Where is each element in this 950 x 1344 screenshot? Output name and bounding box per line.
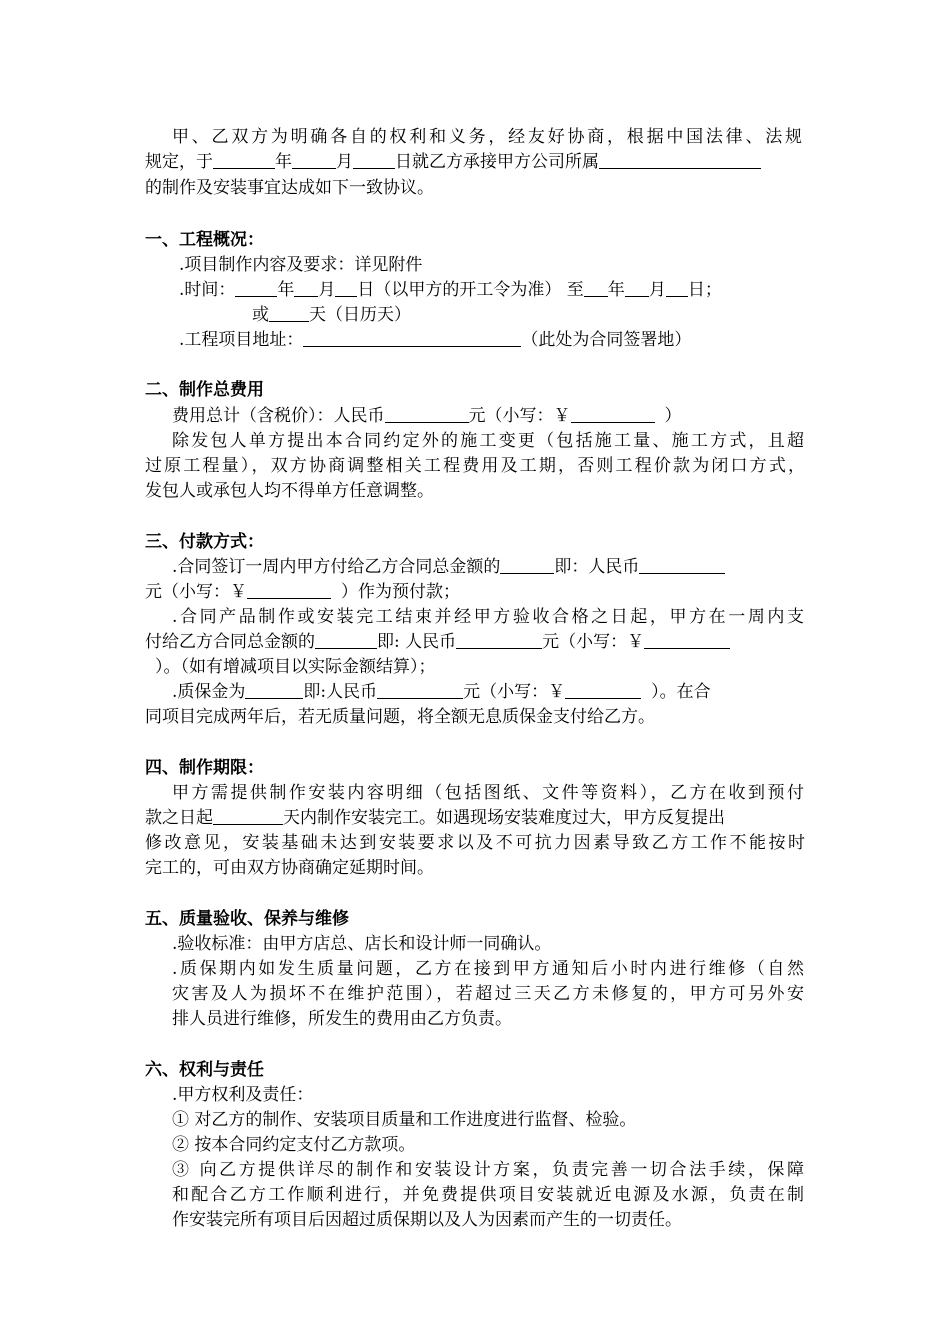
blank-total-figures[interactable] bbox=[571, 404, 655, 423]
blank-start-year[interactable] bbox=[235, 278, 277, 297]
blank-end-month[interactable] bbox=[625, 278, 649, 297]
s5-line-2: .质保期内如发生质量问题，乙方在接到甲方通知后小时内进行维修（自然 bbox=[172, 959, 807, 979]
s4-line-4: 完工的，可由双方协商确定延期时间。 bbox=[145, 858, 434, 878]
s6-line-3: ② 按本合同约定支付乙方款项。 bbox=[172, 1135, 416, 1155]
s4-line-2: 款之日起 天内制作安装完工。如遇现场安装难度过大，甲方反复提出 bbox=[145, 808, 725, 828]
s6-line-2: ① 对乙方的制作、安装项目质量和工作进度进行监督、检验。 bbox=[172, 1110, 637, 1130]
s3-line-7: 同项目完成两年后，若无质量问题，将全额无息质保金支付给乙方。 bbox=[145, 707, 655, 727]
blank-retention-figures[interactable] bbox=[565, 680, 641, 699]
s4-line-3: 修改意见，安装基础未达到安装要求以及不可抗力因素导致乙方工作不能按时 bbox=[145, 833, 808, 853]
s1-item-3: 或 天（日历天） bbox=[252, 305, 411, 325]
blank-final-rmb[interactable] bbox=[456, 630, 542, 649]
blank-company-property[interactable] bbox=[599, 150, 761, 169]
s5-line-1: .验收标准：由甲方店总、店长和设计师一同确认。 bbox=[172, 934, 552, 954]
section-1-title: 一、工程概况： bbox=[145, 230, 264, 250]
blank-advance-rmb[interactable] bbox=[639, 555, 725, 574]
blank-advance-percent[interactable] bbox=[500, 555, 554, 574]
blank-year[interactable] bbox=[213, 150, 275, 169]
blank-final-percent[interactable] bbox=[315, 630, 377, 649]
s3-line-5: ）。（如有增减项目以实际金额结算）； bbox=[155, 657, 436, 677]
blank-end-year-a[interactable] bbox=[584, 278, 608, 297]
s3-line-1: .合同签订一周内甲方付给乙方合同总金额的 即：人民币 bbox=[172, 555, 725, 579]
blank-day[interactable] bbox=[353, 150, 395, 169]
s2-line-3: 过原工程量），双方协商调整相关工程费用及工期，否则工程价款为闭口方式， bbox=[145, 456, 808, 476]
blank-calendar-days[interactable] bbox=[269, 303, 309, 322]
s5-line-3: 灾害及人为损坏不在维护范围），若超过三天乙方未修复的，甲方可另外安 bbox=[172, 984, 807, 1004]
blank-end-day[interactable] bbox=[666, 278, 688, 297]
blank-total-rmb[interactable] bbox=[385, 404, 469, 423]
blank-retention[interactable] bbox=[245, 680, 303, 699]
section-5-title: 五、质量验收、保养与维修 bbox=[145, 909, 349, 929]
s3-line-4: 付给乙方合同总金额的 即: 人民币 元（小写：￥ bbox=[145, 630, 730, 654]
intro-line-3: 的制作及安装事宜达成如下一致协议。 bbox=[145, 178, 434, 198]
intro-line-2: 规定，于 年 月 日就乙方承接甲方公司所属 bbox=[145, 150, 761, 174]
section-4-title: 四、制作期限： bbox=[145, 758, 264, 778]
section-6-title: 六、权利与责任 bbox=[145, 1060, 264, 1080]
s6-line-1: .甲方权利及责任： bbox=[172, 1085, 314, 1105]
s1-item-2: .时间： 年 月 日（以甲方的开工令为准） 至 年 月 日； bbox=[179, 280, 722, 300]
s3-line-6: .质保金为 即:人民币 元（小写：￥ ）。在合 bbox=[172, 682, 711, 702]
s1-item-1: .项目制作内容及要求：详见附件 bbox=[179, 255, 423, 275]
s1-item-4: .工程项目地址： （此处为合同签署地） bbox=[179, 330, 692, 350]
blank-advance-figures[interactable] bbox=[247, 580, 331, 599]
blank-project-address[interactable] bbox=[303, 328, 521, 347]
section-3-title: 三、付款方式： bbox=[145, 532, 264, 552]
s2-line-1: 费用总计（含税价）：人民币 元（小写：￥ ） bbox=[172, 406, 682, 426]
s4-line-1: 甲方需提供制作安装内容明细（包括图纸、文件等资料），乙方在收到预付 bbox=[172, 783, 807, 803]
blank-production-days[interactable] bbox=[213, 806, 283, 825]
s6-line-5: 和配合乙方工作顺利进行，并免费提供项目安装就近电源及水源，负责在制 bbox=[172, 1185, 807, 1205]
s6-line-4: ③ 向乙方提供详尽的制作和安装设计方案，负责完善一切合法手续，保障 bbox=[172, 1160, 807, 1180]
s2-line-2: 除发包人单方提出本合同约定外的施工变更（包括施工量、施工方式，且超 bbox=[172, 431, 807, 451]
section-2-title: 二、制作总费用 bbox=[145, 380, 264, 400]
s2-line-4: 发包人或承包人均不得单方任意调整。 bbox=[145, 481, 434, 501]
blank-month[interactable] bbox=[292, 150, 336, 169]
blank-retention-rmb[interactable] bbox=[377, 680, 463, 699]
blank-start-month[interactable] bbox=[294, 278, 318, 297]
s5-line-4: 排人员进行维修，所发生的费用由乙方负责。 bbox=[172, 1009, 512, 1029]
blank-start-day[interactable] bbox=[335, 278, 357, 297]
blank-final-figures[interactable] bbox=[644, 630, 730, 649]
s3-line-3: .合同产品制作或安装完工结束并经甲方验收合格之日起，甲方在一周内支 bbox=[172, 607, 807, 627]
s3-line-2: 元（小写：￥ ）作为预付款； bbox=[145, 582, 460, 602]
s6-line-6: 作安装完所有项目后因超过质保期以及人为因素而产生的一切责任。 bbox=[172, 1210, 682, 1230]
intro-line-1: 甲、乙双方为明确各自的权利和义务，经友好协商，根据中国法律、法规 bbox=[172, 127, 805, 147]
